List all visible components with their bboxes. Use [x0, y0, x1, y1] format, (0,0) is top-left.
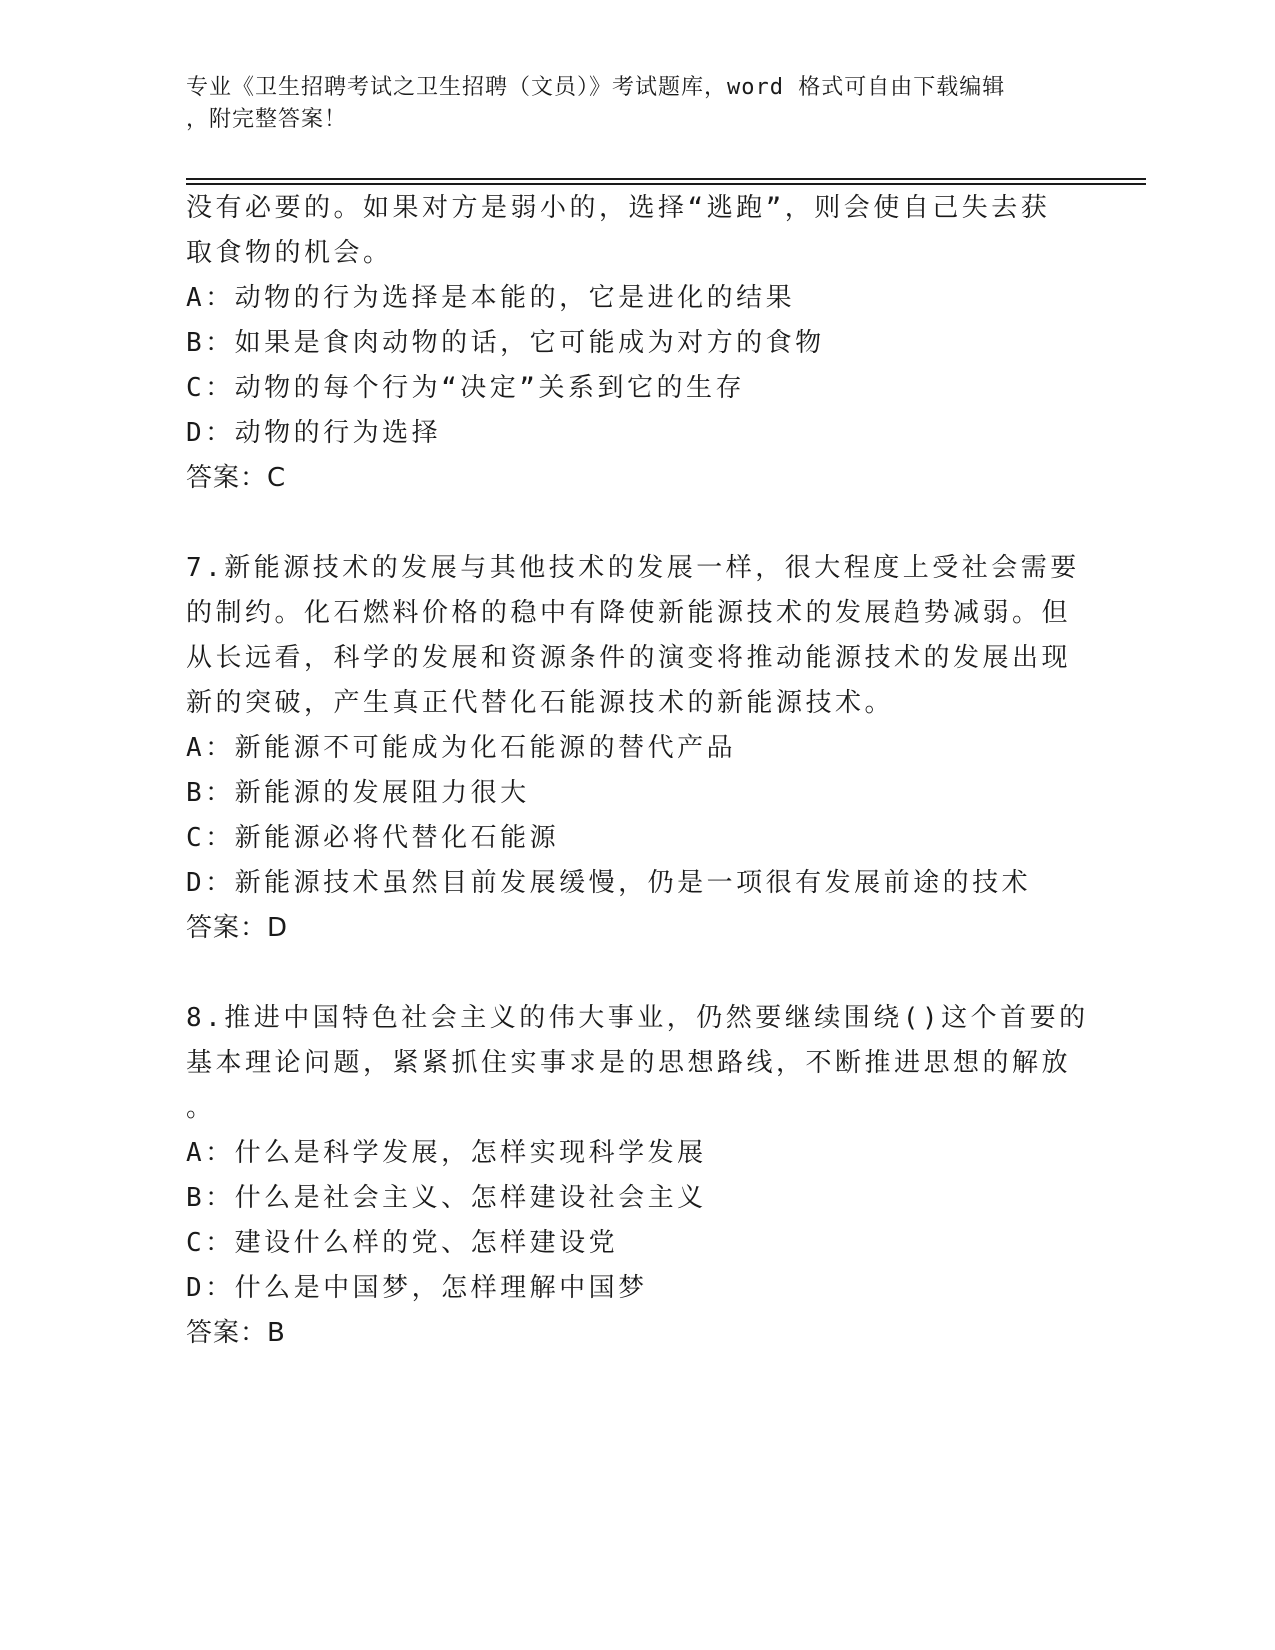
- option-d: D：什么是中国梦，怎样理解中国梦: [186, 1273, 648, 1303]
- answer: 答案：B: [186, 1318, 286, 1348]
- question-stem-line: 基本理论问题，紧紧抓住实事求是的思想路线，不断推进思想的解放: [186, 1048, 1072, 1078]
- header-rule-bottom: [186, 183, 1146, 185]
- option-b: B：新能源的发展阻力很大: [186, 778, 530, 808]
- question-stem-line: 的制约。化石燃料价格的稳中有降使新能源技术的发展趋势减弱。但: [186, 598, 1072, 628]
- spacer: [186, 501, 1066, 546]
- option-a: A：动物的行为选择是本能的，它是进化的结果: [186, 283, 796, 313]
- question-stem-line: 从长远看，科学的发展和资源条件的演变将推动能源技术的发展出现: [186, 643, 1072, 673]
- answer: 答案：C: [186, 463, 287, 493]
- document-body: [186, 186, 1089, 1356]
- question-stem-line: 没有必要的。如果对方是弱小的，选择“逃跑”，则会使自己失去获: [186, 193, 1051, 223]
- option-c: C：新能源必将代替化石能源: [186, 823, 560, 853]
- question-stem-line: 7.新能源技术的发展与其他技术的发展一样，很大程度上受社会需要: [186, 553, 1080, 583]
- question-7: [186, 546, 1080, 951]
- option-a: A：什么是科学发展，怎样实现科学发展: [186, 1138, 707, 1168]
- option-a: A：新能源不可能成为化石能源的替代产品: [186, 733, 737, 763]
- answer: 答案：D: [186, 913, 289, 943]
- option-c: C：动物的每个行为“决定”关系到它的生存: [186, 373, 745, 403]
- question-stem-line: 8.推进中国特色社会主义的伟大事业，仍然要继续围绕()这个首要的: [186, 1003, 1089, 1033]
- question-stem-line: 。: [186, 1093, 216, 1123]
- question-stem-line: 取食物的机会。: [186, 238, 393, 268]
- spacer: [186, 951, 1066, 996]
- option-d: D：动物的行为选择: [186, 418, 442, 448]
- option-c: C：建设什么样的党、怎样建设党: [186, 1228, 619, 1258]
- option-b: B：如果是食肉动物的话，它可能成为对方的食物: [186, 328, 825, 358]
- question-8: [186, 996, 1089, 1356]
- option-b: B：什么是社会主义、怎样建设社会主义: [186, 1183, 707, 1213]
- question-stem-line: 新的突破，产生真正代替化石能源技术的新能源技术。: [186, 688, 895, 718]
- page-header: [186, 72, 1066, 136]
- question-6: [186, 186, 1066, 501]
- header-rule-top: [186, 178, 1146, 180]
- header-line-1: 专业《卫生招聘考试之卫生招聘（文员）》考试题库，word 格式可自由下载编辑: [186, 75, 1006, 100]
- option-d: D：新能源技术虽然目前发展缓慢，仍是一项很有发展前途的技术: [186, 868, 1032, 898]
- header-line-2: ，附完整答案！: [186, 107, 348, 132]
